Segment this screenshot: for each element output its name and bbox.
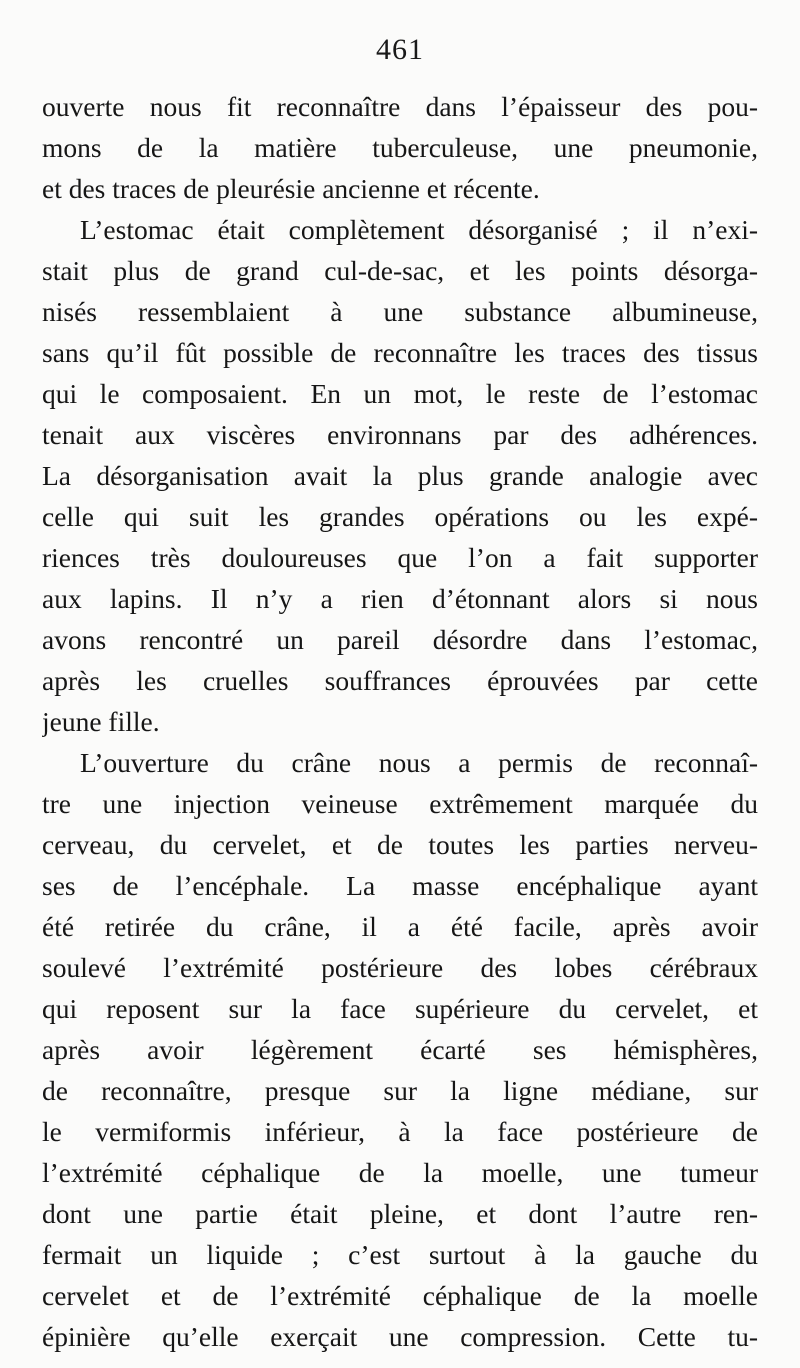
text-line: L’estomac était complètement désorganisé ; il n’exi- (80, 214, 758, 245)
text-line: tenait aux viscères environnans par des adhérences. (42, 419, 758, 450)
text-line: nisés ressemblaient à une substance albumineuse, (42, 296, 758, 327)
text-line: ses de l’encéphale. La masse encéphalique ayant (42, 870, 758, 901)
text-line: qui reposent sur la face supérieure du cervelet, et (42, 993, 758, 1024)
body-text (42, 86, 758, 1357)
text-line: L’ouverture du crâne nous a permis de reconnaî- (80, 747, 758, 778)
text-line: de reconnaître, presque sur la ligne médiane, sur (42, 1075, 758, 1106)
text-line: ouverte nous fit reconnaître dans l’épaisseur des pou- (42, 91, 758, 122)
text-line: après les cruelles souffrances éprouvées par cette (42, 665, 758, 696)
text-line: aux lapins. Il n’y a rien d’étonnant alors si nous (42, 583, 758, 614)
text-line: épinière qu’elle exerçait une compression. Cette tu- (42, 1321, 758, 1352)
text-line: mons de la matière tuberculeuse, une pneumonie, (42, 132, 758, 163)
text-line: qui le composaient. En un mot, le reste de l’estomac (42, 378, 758, 409)
text-line: sans qu’il fût possible de reconnaître les traces des tissus (42, 337, 758, 368)
text-line: soulevé l’extrémité postérieure des lobes cérébraux (42, 952, 758, 983)
text-line: tre une injection veineuse extrêmement marquée du (42, 788, 758, 819)
text-line: l’extrémité céphalique de la moelle, une tumeur (42, 1157, 758, 1188)
text-line: après avoir légèrement écarté ses hémisphères, (42, 1034, 758, 1065)
text-line: le vermiformis inférieur, à la face postérieure de (42, 1116, 758, 1147)
text-line: celle qui suit les grandes opérations ou les expé- (42, 501, 758, 532)
text-line: cerveau, du cervelet, et de toutes les parties nerveu- (42, 829, 758, 860)
text-line: dont une partie était pleine, et dont l’autre ren- (42, 1198, 758, 1229)
text-line: jeune fille. (42, 706, 160, 737)
text-line: fermait un liquide ; c’est surtout à la gauche du (42, 1239, 758, 1270)
text-line: été retirée du crâne, il a été facile, après avoir (42, 911, 758, 942)
page-number: 461 (376, 33, 424, 66)
text-line: stait plus de grand cul-de-sac, et les points désorga- (42, 255, 758, 286)
text-line: riences très douloureuses que l’on a fait supporter (42, 542, 758, 573)
text-line: et des traces de pleurésie ancienne et récente. (42, 173, 540, 204)
text-line: La désorganisation avait la plus grande analogie avec (42, 460, 758, 491)
text-line: cervelet et de l’extrémité céphalique de la moelle (42, 1280, 758, 1311)
text-line: avons rencontré un pareil désordre dans l’estomac, (42, 624, 758, 655)
